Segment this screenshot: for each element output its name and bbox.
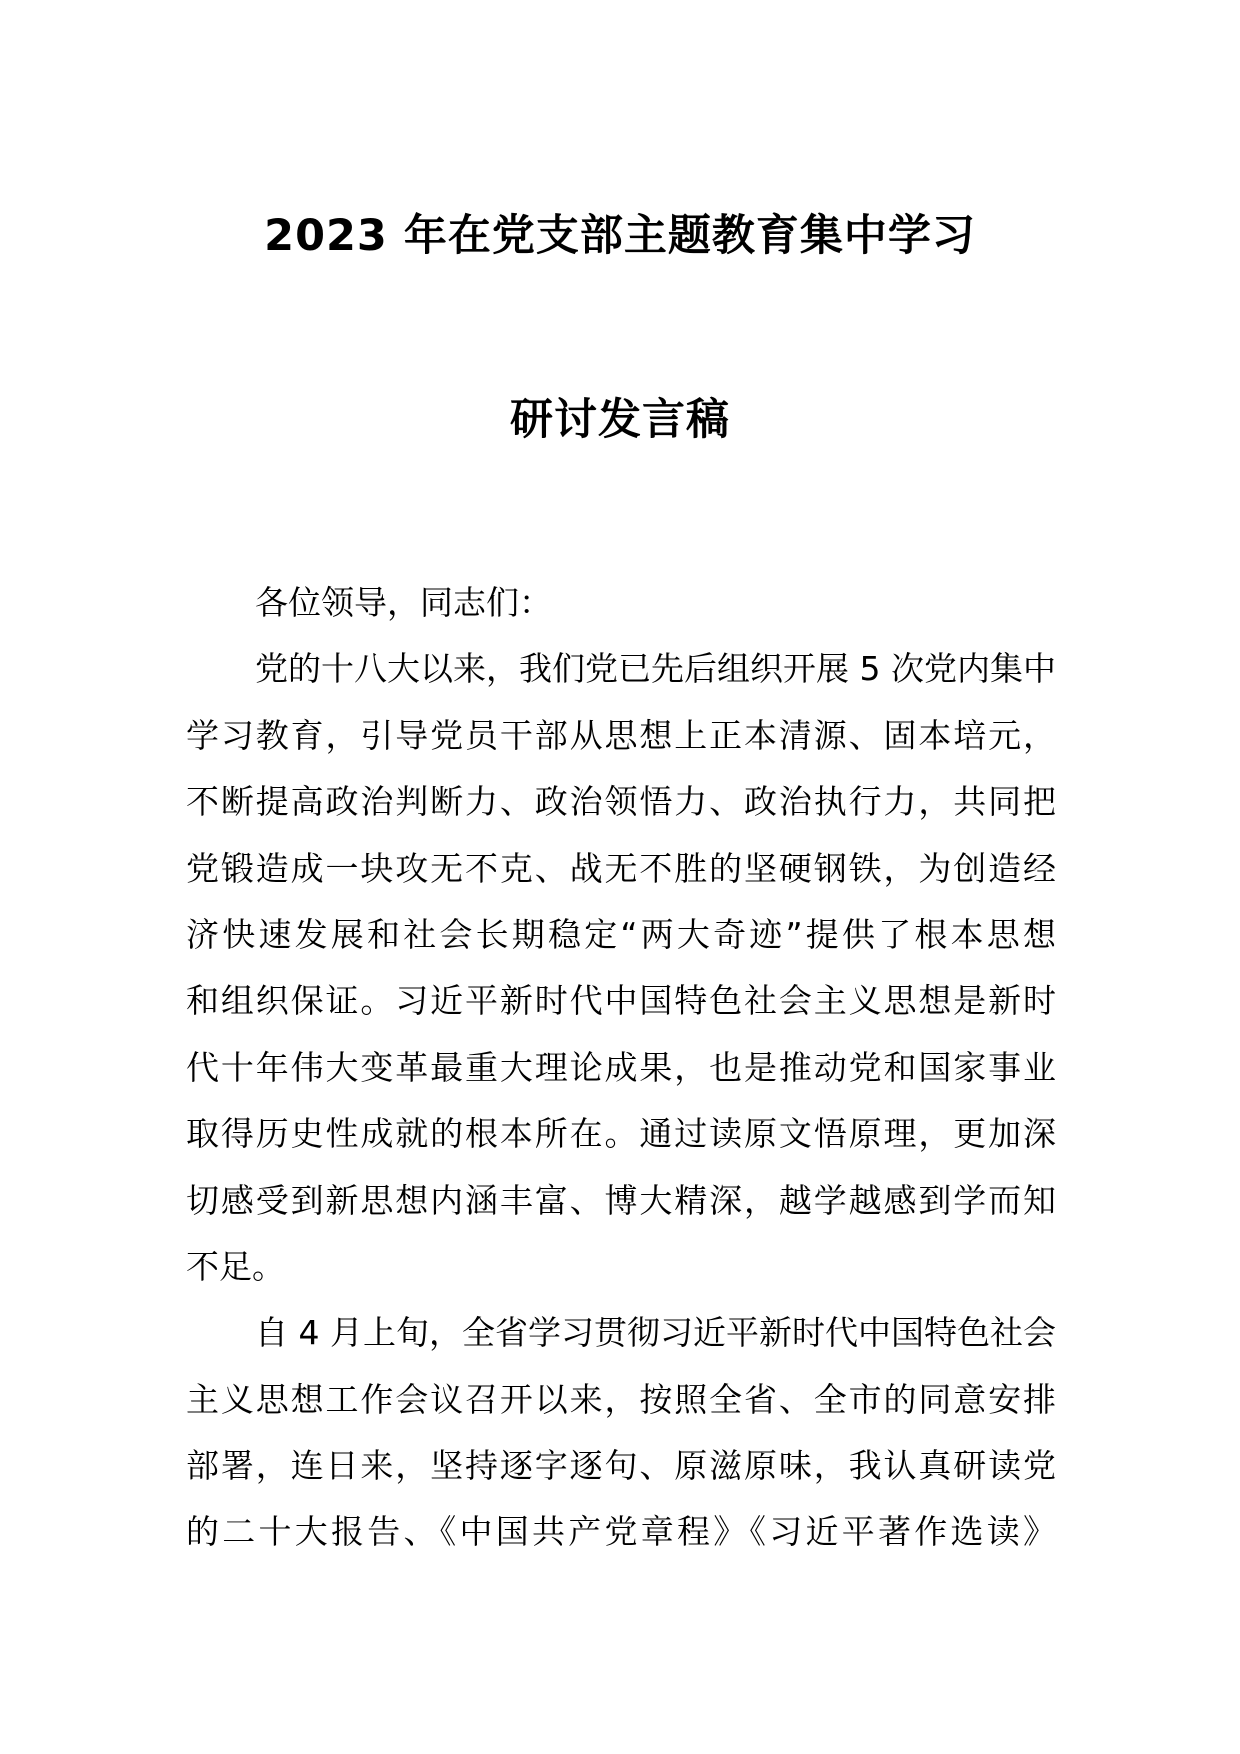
salutation-line: 各位领导，同志们： (255, 583, 552, 622)
body-line: 取得历史性成就的根本所在。通过读原文悟原理，更加深 (186, 1114, 1056, 1154)
document-body (186, 570, 1056, 1566)
body-line: 主义思想工作会议召开以来，按照全省、全市的同意安排 (186, 1379, 1056, 1419)
document-title-line-2: 研讨发言稿 (510, 395, 730, 445)
body-line: 党锻造成一块攻无不克、战无不胜的坚硬钢铁，为创造经 (186, 848, 1056, 888)
body-line: 部署，连日来，坚持逐字逐句、原滋原味，我认真研读党 (186, 1446, 1056, 1486)
body-line: 济快速发展和社会长期稳定“两大奇迹”提供了根本思想 (186, 914, 1056, 954)
body-line: 代十年伟大变革最重大理论成果，也是推动党和国家事业 (186, 1047, 1056, 1087)
body-line: 党的十八大以来，我们党已先后组织开展 5 次党内集中 (255, 649, 1056, 689)
body-line: 不断提高政治判断力、政治领悟力、政治执行力，共同把 (186, 782, 1056, 822)
body-line: 不足。 (186, 1246, 285, 1286)
body-line: 的二十大报告、《中国共产党章程》《习近平著作选读》 (186, 1512, 1056, 1552)
body-line: 和组织保证。习近平新时代中国特色社会主义思想是新时 (186, 981, 1056, 1021)
body-line: 自 4 月上旬，全省学习贯彻习近平新时代中国特色社会 (255, 1313, 1056, 1353)
body-line: 切感受到新思想内涵丰富、博大精深，越学越感到学而知 (186, 1180, 1056, 1220)
body-line: 学习教育，引导党员干部从思想上正本清源、固本培元， (186, 715, 1056, 755)
document-title-line-1: 2023 年在党支部主题教育集中学习 (264, 211, 976, 261)
